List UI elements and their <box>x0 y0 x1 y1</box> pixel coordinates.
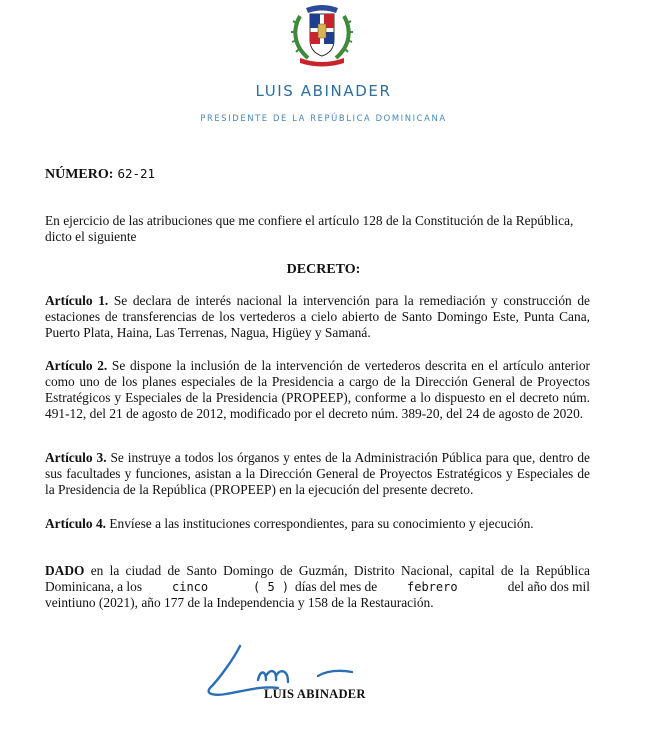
dado-line-2-c: del año dos mil <box>507 579 590 594</box>
intro-line-2: dicto el siguiente <box>45 229 137 244</box>
coat-of-arms-icon <box>290 2 354 68</box>
decree-number-value: 62-21 <box>117 166 156 181</box>
dado-month: febrero <box>407 580 458 594</box>
dado-line-2 <box>45 579 590 595</box>
article-2-label: Artículo 2. <box>45 358 108 373</box>
header-subtitle: PRESIDENTE DE LA REPÚBLICA DOMINICANA <box>200 113 447 123</box>
article-1 <box>45 293 590 341</box>
decree-number <box>45 166 155 183</box>
article-3-text: Se instruye a todos los órganos y entes de la Administración Pública para que, dentro de sus facultades y funciones, asistan a la Dirección General de Proyectos Estratégicos y Especiales de la Presidencia de la República (PROPEEP) en la ejecución del presente decreto. <box>45 450 590 497</box>
dado-day-word: cinco <box>172 580 209 594</box>
article-2-text: Se dispone la inclusión de la intervención de vertederos descrita en el artículo anterior como uno de los planes especiales de la Presidencia a cargo de la Dirección General de Proyectos Estratégicos y Especiales de la Presidencia (PROPEEP), conforme a lo dispuesto en el decreto núm. 491-12, del 21 de agosto de 2012, modificado por el decreto núm. 389-20, del 24 de agosto de 2020. <box>45 358 590 421</box>
dado-day-number: ( 5 ) <box>253 580 290 594</box>
intro-line-1: En ejercicio de las atribuciones que me confiere el artículo 128 de la Constitución de la República, <box>45 213 574 228</box>
intro-paragraph <box>45 213 590 245</box>
article-4 <box>45 516 590 532</box>
article-4-label: Artículo 4. <box>45 516 106 531</box>
article-1-label: Artículo 1. <box>45 293 109 308</box>
article-3 <box>45 450 590 498</box>
dado-label: DADO <box>45 563 85 578</box>
dado-line-2-a: Dominicana, a los <box>45 579 143 594</box>
dado-line-1 <box>45 563 590 579</box>
header-name: LUIS ABINADER <box>255 82 392 100</box>
article-1-text: Se declara de interés nacional la intervención para la remediación y construcción de estaciones de transferencias de los vertederos a cielo abierto de Santo Domingo Este, Punta Cana, Puerto Plata, Haina, Las Terrenas, Nagua, Higüey y Samaná. <box>45 293 590 340</box>
decreto-title: DECRETO: <box>286 262 361 277</box>
dado-line-2-b: días del mes de <box>295 579 378 594</box>
dado-paragraph <box>45 563 590 611</box>
article-4-text: Envíese a las instituciones correspondientes, para su conocimiento y ejecución. <box>109 516 534 531</box>
article-3-label: Artículo 3. <box>45 450 107 465</box>
article-2 <box>45 358 590 422</box>
dado-line-1-text: en la ciudad de Santo Domingo de Guzmán, Distrito Nacional, capital de la República <box>90 563 590 578</box>
signature-name: LUIS ABINADER <box>264 687 366 701</box>
decree-number-label: NÚMERO: <box>45 167 114 182</box>
dado-line-3: veintiuno (2021), año 177 de la Independencia y 158 de la Restauración. <box>45 595 434 610</box>
